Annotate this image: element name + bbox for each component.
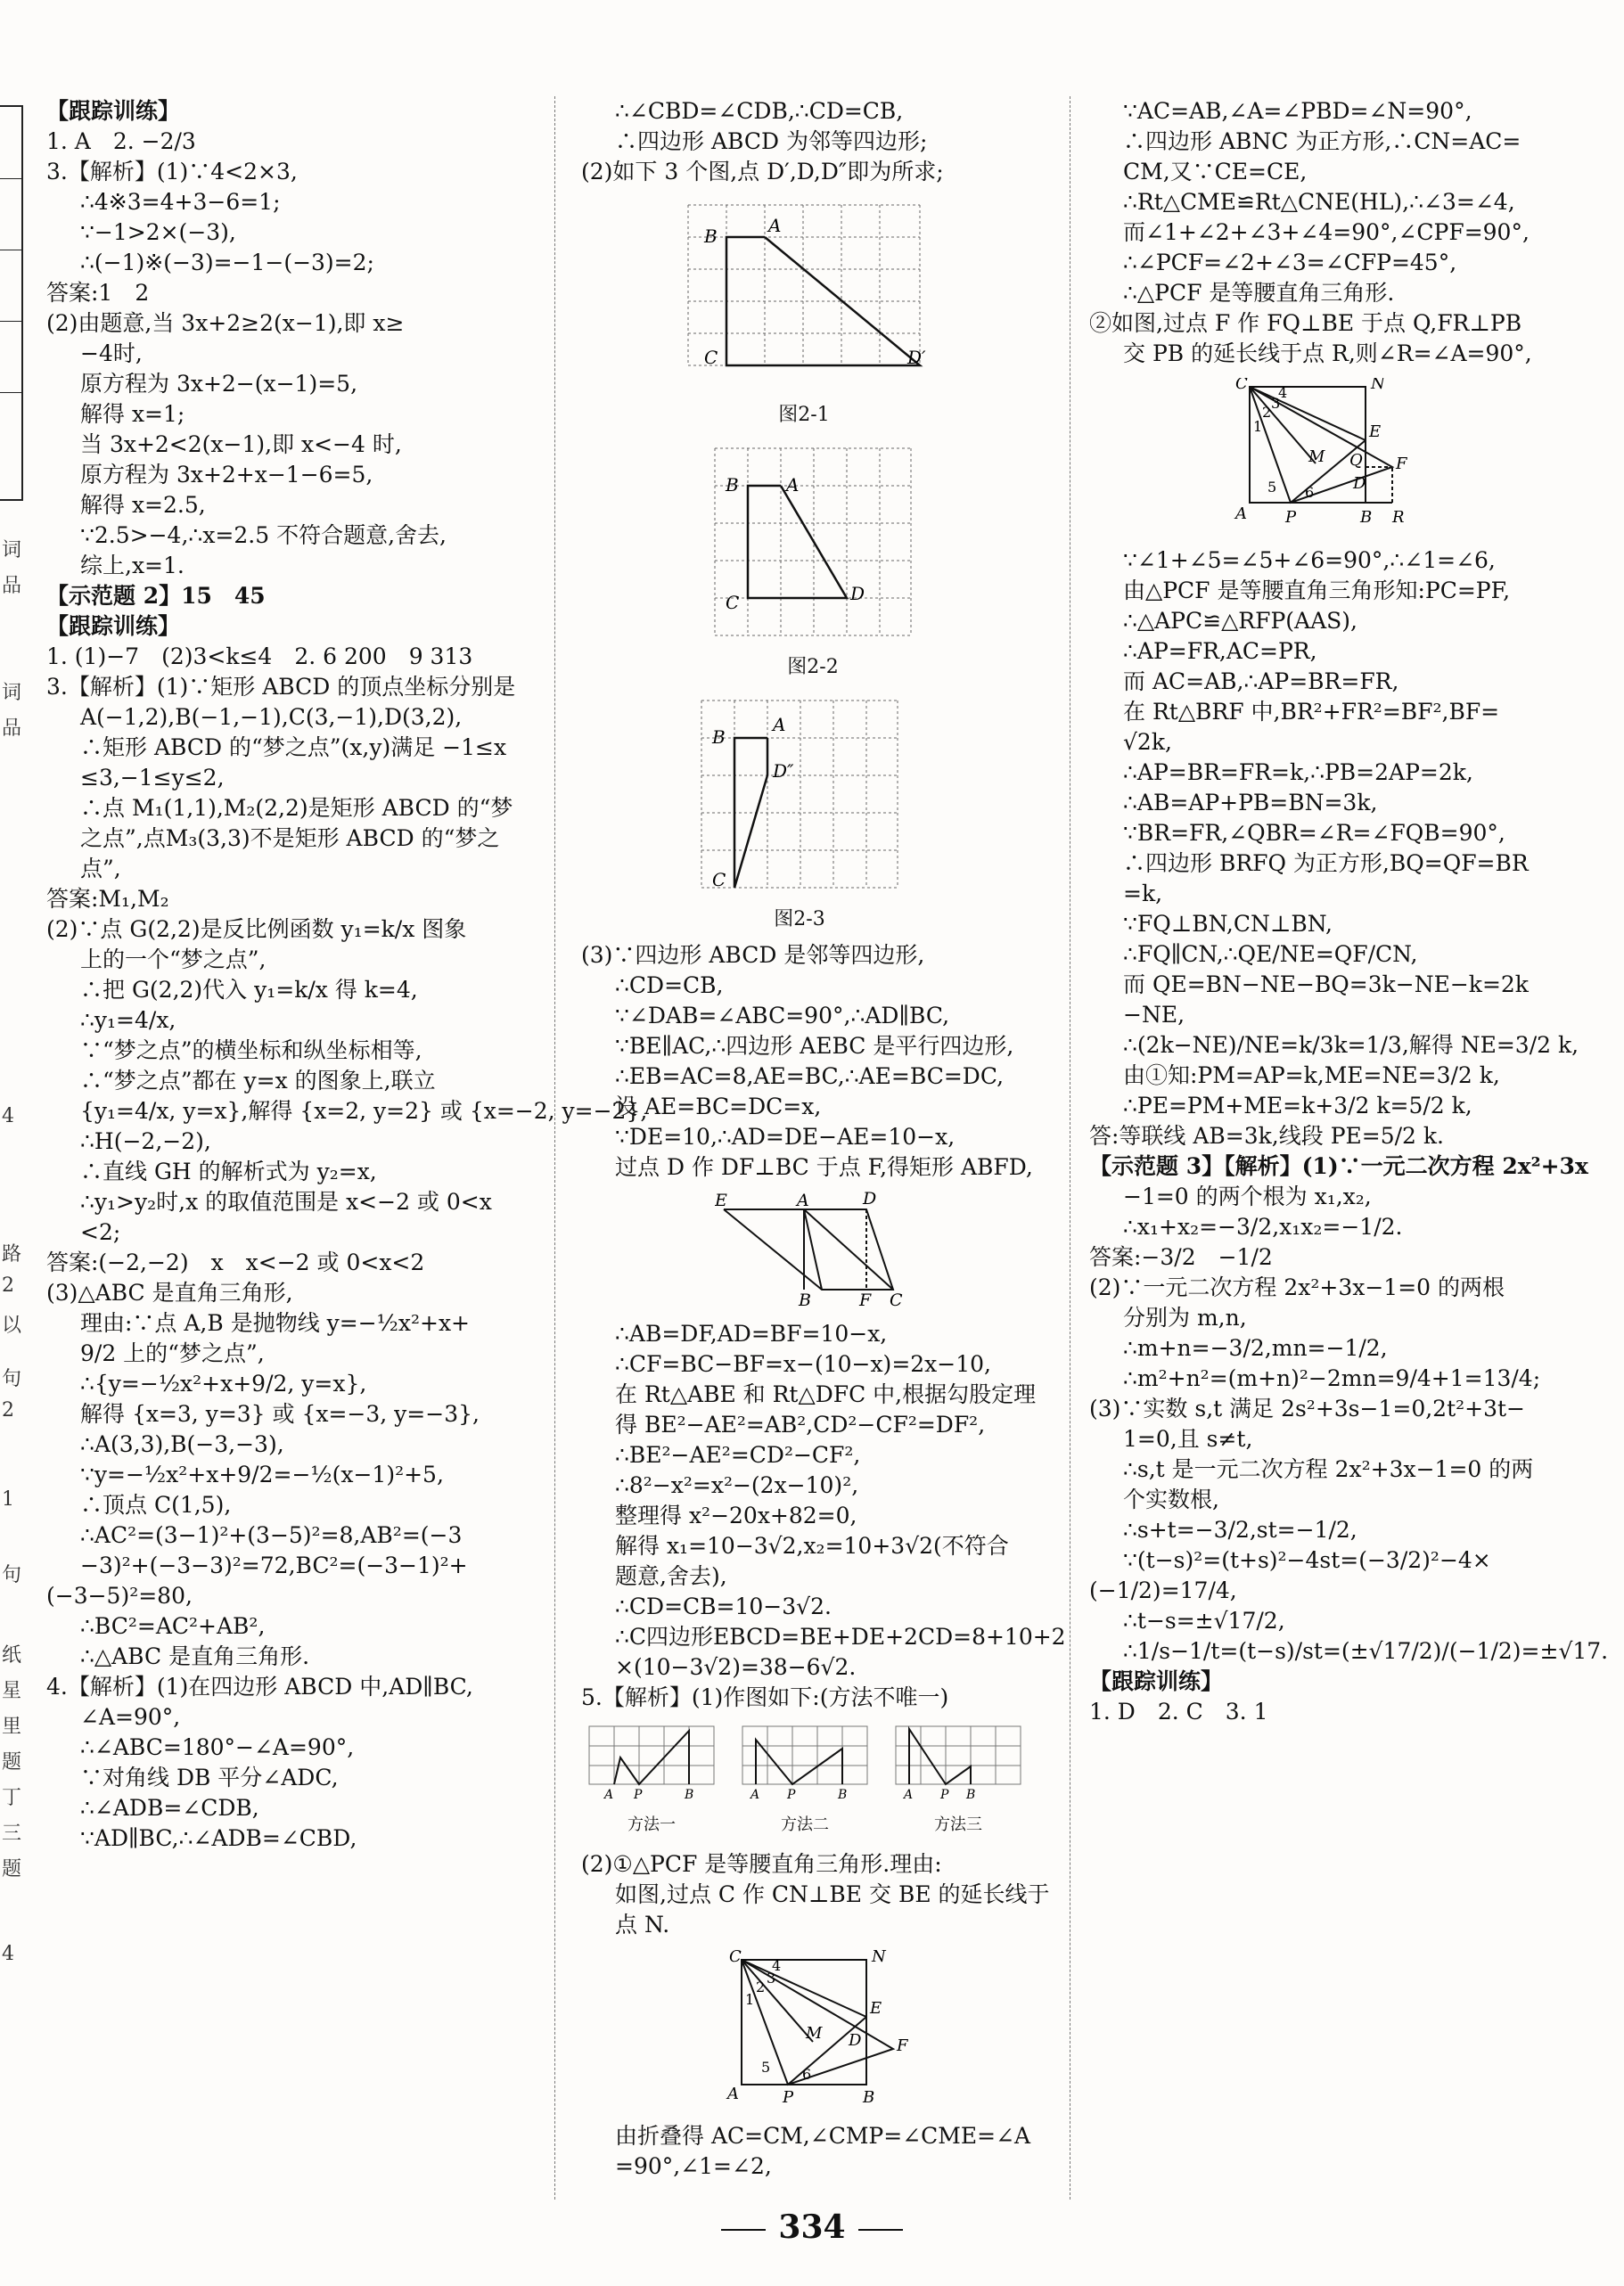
figfq-label-a: A [1235, 504, 1247, 523]
text-line: ∴C四边形EBCD=BE+DE+2CD=8+10+2 [615, 1624, 1066, 1650]
column-1 [46, 96, 648, 1854]
text-line: ∴CD=CB, [615, 972, 724, 998]
text-line: 解得 {x=3, y=3} 或 {x=−3, y=−3}, [80, 1401, 480, 1427]
strip-char: 1 [2, 1488, 14, 1511]
text-line: 由△PCF 是等腰直角三角形知:PC=PF, [1123, 578, 1511, 603]
strip-char: 词 [2, 682, 22, 704]
text-line: ∴直线 GH 的解析式为 y₂=x, [80, 1159, 377, 1184]
figfq-label-b: B [1360, 508, 1373, 527]
strip-char: 4 [2, 1105, 14, 1127]
text-line: ∴AB=DF,AD=BF=10−x, [615, 1321, 888, 1347]
figure-methods [585, 1722, 1058, 1846]
figEF-label-d: D [863, 1192, 877, 1209]
strip-char: 以 [2, 1315, 22, 1337]
text-line: (2)∵一元二次方程 2x²+3x−1=0 的两根 [1089, 1274, 1505, 1300]
text-line: ∴{y=−½x²+x+9/2, y=x}, [80, 1371, 367, 1397]
text-line: (2)①△PCF 是等腰直角三角形.理由: [581, 1851, 942, 1877]
text-line: √2k, [1123, 729, 1172, 755]
strip-char: 路 [2, 1243, 22, 1266]
fig23-label-c: C [712, 869, 726, 890]
text-line: ∴m²+n²=(m+n)²−2mn=9/4+1=13/4; [1123, 1365, 1541, 1391]
text-line: 【示范题 2】15 45 [46, 583, 266, 609]
text-line: (3)∵实数 s,t 满足 2s²+3s−1=0,2t²+3t− [1089, 1396, 1525, 1422]
figcn-label-d: D [849, 2031, 862, 2050]
text-line: ∴s,t 是一元二次方程 2x²+3x−1=0 的两 [1123, 1456, 1534, 1482]
text-line: 1. (1)−7 (2)3<k≤4 2. 6 200 9 313 [46, 643, 473, 669]
text-line: 理由:∵点 A,B 是抛物线 y=−½x²+x+ [80, 1310, 471, 1336]
page-number [0, 2208, 1624, 2246]
strip-char: 里 [2, 1716, 22, 1738]
text-line: ∴∠CBD=∠CDB,∴CD=CB, [615, 98, 904, 124]
text-line: 解得 x=1; [80, 401, 185, 427]
text-line: ∵DE=10,∴AD=DE−AE=10−x, [615, 1124, 956, 1150]
text-line: ∵FQ⊥BN,CN⊥BN, [1123, 911, 1333, 937]
strip-char: 句 [2, 1368, 22, 1390]
text-line: 原方程为 3x+2+x−1−6=5, [80, 462, 373, 488]
text-line: ∴∠PCF=∠2+∠3=∠CFP=45°, [1123, 250, 1457, 275]
text-line: −3)²+(−3−3)²=72,BC²=(−3−1)²+ [80, 1553, 468, 1578]
strip-char: 2 [2, 1274, 14, 1297]
text-line: 点 N. [615, 1912, 670, 1938]
text-line: ∴四边形 ABCD 为邻等四边形; [615, 128, 928, 154]
strip-box [0, 105, 23, 501]
text-line: ∵y=−½x²+x+9/2=−½(x−1)²+5, [80, 1462, 444, 1487]
fig23-label-b: B [712, 726, 726, 748]
figcn-angle-3: 3 [767, 1970, 776, 1987]
fig23-caption: 图2-3 [774, 908, 825, 930]
figure-trapezoid [715, 1192, 1058, 1315]
figfq-label-f: F [1396, 455, 1407, 473]
text-line: ∴把 G(2,2)代入 y₁=k/x 得 k=4, [80, 977, 418, 1003]
text-line: ∵∠DAB=∠ABC=90°,∴AD∥BC, [615, 1003, 950, 1028]
text-line: 个实数根, [1123, 1487, 1219, 1512]
fig21-label-c: C [704, 347, 718, 368]
method2-label-b: B [838, 1788, 848, 1802]
text-line: (2)由题意,当 3x+2≥2(x−1),即 x≥ [46, 310, 405, 336]
text-line: −NE, [1123, 1002, 1185, 1028]
text-line: ∴四边形 ABNC 为正方形,∴CN=AC= [1123, 128, 1521, 154]
figure-2-1 [679, 196, 1058, 430]
figcn-angle-4: 4 [772, 1957, 782, 1974]
text-line: 如图,过点 C 作 CN⊥BE 交 BE 的延长线于 [615, 1881, 1050, 1907]
strip-tick [0, 321, 21, 322]
figcn-label-c: C [729, 1949, 742, 1966]
figEF-label-c: C [890, 1290, 903, 1307]
figEF-label-b: B [799, 1290, 811, 1307]
figcn-angle-6: 6 [802, 2066, 812, 2083]
text-line: ∴BC²=AC²+AB², [80, 1613, 266, 1639]
text-line: 整理得 x²−20x+82=0, [615, 1503, 857, 1528]
method3-label-a: A [904, 1788, 914, 1802]
text-line: =90°,∠1=∠2, [615, 2153, 772, 2179]
figcn-label-a: A [727, 2085, 739, 2103]
text-line: −1=0 的两个根为 x₁,x₂, [1123, 1184, 1372, 1209]
text-line: ∴AP=BR=FR=k,∴PB=2AP=2k, [1123, 759, 1473, 785]
text-line: ∴四边形 BRFQ 为正方形,BQ=QF=BR [1123, 850, 1529, 876]
fig22-label-b: B [726, 474, 739, 496]
text-line: ∴4※3=4+3−6=1; [80, 189, 281, 215]
text-line: ∴(−1)※(−3)=−1−(−3)=2; [80, 250, 374, 275]
text-line: 分别为 m,n, [1123, 1305, 1247, 1331]
text-line: ∴EB=AC=8,AE=BC,∴AE=BC=DC, [615, 1063, 1005, 1089]
text-line: (3)∵四边形 ABCD 是邻等四边形, [581, 942, 925, 968]
page-dash-left [721, 2229, 766, 2231]
figcn-label-m: M [806, 2024, 823, 2043]
text-line: ×(10−3√2)=38−6√2. [615, 1654, 857, 1680]
text-line: ∵对角线 DB 平分∠ADC, [80, 1765, 339, 1790]
strip-char: 品 [2, 717, 22, 740]
method3-label-b: B [966, 1788, 976, 1802]
fig22-label-c: C [726, 592, 740, 613]
text-line: 而 AC=AB,∴AP=BR=FR, [1123, 668, 1399, 694]
text-line: −4时, [80, 340, 143, 366]
strip-char: 4 [2, 1943, 14, 1965]
binding-strip [0, 89, 27, 2264]
figEF-label-f: F [859, 1290, 872, 1307]
figfq-angle-1: 1 [1253, 418, 1263, 435]
text-line: 答:等联线 AB=3k,线段 PE=5/2 k. [1089, 1123, 1444, 1149]
text-line: 【跟踪训练】 [46, 98, 181, 124]
figcn-label-p: P [783, 2088, 794, 2107]
text-line: ∠A=90°, [80, 1704, 181, 1730]
text-line: 3.【解析】(1)∵矩形 ABCD 的顶点坐标分别是 [46, 674, 516, 700]
method-2-caption: 方法二 [781, 1815, 829, 1834]
figfq-label-n: N [1371, 378, 1385, 393]
text-line: ∵AC=AB,∠A=∠PBD=∠N=90°, [1123, 98, 1472, 124]
figcn-label-f: F [897, 2036, 908, 2055]
text-line: (−3−5)²=80, [46, 1583, 193, 1609]
text-line: ∴(2k−NE)/NE=k/3k=1/3,解得 NE=3/2 k, [1123, 1032, 1579, 1058]
strip-char: 纸 [2, 1644, 22, 1667]
method-1 [585, 1722, 718, 1846]
figcn-label-n: N [872, 1949, 886, 1966]
text-line: 上的一个“梦之点”, [80, 946, 267, 972]
text-line: (−1/2)=17/4, [1089, 1577, 1237, 1603]
text-line: ∴BE²−AE²=CD²−CF², [615, 1442, 861, 1468]
figEF-label-a: A [797, 1192, 809, 1210]
text-line: 之点”,点M₃(3,3)不是矩形 ABCD 的“梦之 [80, 825, 500, 851]
strip-char: 星 [2, 1680, 22, 1702]
strip-char: 三 [2, 1823, 22, 1845]
text-line: CM,又∵CE=CE, [1123, 159, 1308, 184]
figcn-label-b: B [863, 2088, 875, 2107]
figfq-angle-4: 4 [1278, 384, 1288, 401]
text-line: 4.【解析】(1)在四边形 ABCD 中,AD∥BC, [46, 1674, 473, 1700]
method-2 [738, 1722, 872, 1846]
text-line: ∴AP=FR,AC=PR, [1123, 638, 1317, 664]
text-line: 过点 D 作 DF⊥BC 于点 F,得矩形 ABFD, [615, 1154, 1033, 1180]
fig22-caption: 图2-2 [787, 656, 839, 678]
figfq-label-p: P [1285, 508, 1297, 527]
text-line: 【跟踪训练】 [1089, 1668, 1224, 1694]
text-line: 而∠1+∠2+∠3+∠4=90°,∠CPF=90°, [1123, 219, 1530, 245]
fig21-label-a: A [768, 215, 782, 236]
text-line: 解得 x=2.5, [80, 492, 206, 518]
strip-char: 2 [2, 1399, 14, 1422]
figfq-label-m: M [1308, 447, 1325, 466]
fig23-label-d: D″ [773, 760, 794, 782]
page-dash-right [858, 2229, 903, 2231]
text-line: ∴A(3,3),B(−3,−3), [80, 1431, 284, 1457]
text-line: ∴8²−x²=x²−(2x−10)², [615, 1472, 859, 1498]
figfq-label-c: C [1235, 378, 1248, 393]
text-line: ∵“梦之点”的横坐标和纵坐标相等, [80, 1037, 422, 1063]
text-line: 1. A 2. −2/3 [46, 128, 196, 154]
text-line: 综上,x=1. [80, 553, 185, 578]
strip-tick [0, 178, 21, 179]
text-line: ∴1/s−1/t=(t−s)/st=(±√17/2)/(−1/2)=±√17. [1123, 1638, 1609, 1664]
text-line: 3.【解析】(1)∵4<2×3, [46, 159, 298, 184]
text-line: ∵AD∥BC,∴∠ADB=∠CBD, [80, 1825, 357, 1851]
text-line: 题意,舍去), [615, 1563, 727, 1589]
figfq-label-q: Q [1349, 451, 1363, 470]
text-line: 设 AE=BC=DC=x, [615, 1094, 822, 1119]
method1-label-p: P [634, 1788, 643, 1802]
text-line: ∴x₁+x₂=−3/2,x₁x₂=−1/2. [1123, 1214, 1403, 1240]
text-line: A(−1,2),B(−1,−1),C(3,−1),D(3,2), [80, 704, 463, 730]
text-line: (2)∵点 G(2,2)是反比例函数 y₁=k/x 图象 [46, 916, 467, 942]
method-1-caption: 方法一 [627, 1815, 676, 1834]
text-line: ∴PE=PM+ME=k+3/2 k=5/2 k, [1123, 1093, 1472, 1118]
text-line: 在 Rt△BRF 中,BR²+FR²=BF²,BF= [1123, 699, 1500, 725]
method1-label-a: A [604, 1788, 614, 1802]
text-line: ∴AB=AP+PB=BN=3k, [1123, 790, 1378, 815]
figcn-angle-2: 2 [756, 1979, 766, 1995]
method-3-caption: 方法三 [934, 1815, 982, 1834]
text-line: ∴矩形 ABCD 的“梦之点”(x,y)满足 −1≤x [80, 734, 507, 760]
figfq-label-e: E [1369, 422, 1382, 441]
text-line: 点”, [80, 856, 121, 881]
method2-label-p: P [787, 1788, 796, 1802]
text-line: ≤3,−1≤y≤2, [80, 765, 225, 791]
text-line: ∴点 M₁(1,1),M₂(2,2)是矩形 ABCD 的“梦 [80, 795, 513, 821]
text-line: 由折叠得 AC=CM,∠CMP=∠CME=∠A [615, 2123, 1031, 2149]
fig21-label-d: D′ [907, 347, 926, 368]
text-line: (3)△ABC 是直角三角形, [46, 1280, 293, 1306]
text-line: 由①知:PM=AP=k,ME=NE=3/2 k, [1123, 1062, 1500, 1088]
method3-label-p: P [940, 1788, 949, 1802]
text-line: 【跟踪训练】 [46, 613, 181, 639]
text-line: 5.【解析】(1)作图如下:(方法不唯一) [581, 1684, 949, 1710]
text-line: ∴△APC≌△RFP(AAS), [1123, 608, 1357, 634]
column-2 [581, 96, 1066, 2182]
text-line: ∵−1>2×(−3), [80, 219, 236, 245]
text-line: ∴顶点 C(1,5), [80, 1492, 232, 1518]
text-line: (2)如下 3 个图,点 D′,D,D″即为所求; [581, 159, 944, 184]
text-line: 得 BE²−AE²=AB²,CD²−CF²=DF², [615, 1412, 986, 1438]
text-line: ∴△PCF 是等腰直角三角形. [1123, 280, 1395, 306]
page-number-text: 334 [778, 2208, 846, 2246]
strip-char: 题 [2, 1751, 22, 1774]
figure-fq [1223, 378, 1597, 542]
text-line: ∴AC²=(3−1)²+(3−5)²=8,AB²=(−3 [80, 1522, 463, 1548]
figEF-label-e: E [715, 1192, 727, 1210]
text-line: ∴△ABC 是直角三角形. [80, 1643, 310, 1669]
fig23-label-a: A [773, 714, 786, 735]
figfq-angle-3: 3 [1271, 395, 1281, 412]
fig21-label-b: B [704, 225, 718, 247]
text-line: 在 Rt△ABE 和 Rt△DFC 中,根据勾股定理 [615, 1381, 1037, 1407]
text-line: ∵(t−s)²=(t+s)²−4st=(−3/2)²−4× [1123, 1547, 1491, 1573]
fig22-label-a: A [786, 474, 800, 496]
text-line: ∴∠ABC=180°−∠A=90°, [80, 1734, 355, 1760]
figfq-angle-5: 5 [1267, 479, 1277, 496]
text-line: 原方程为 3x+2−(x−1)=5, [80, 371, 358, 397]
figure-2-2 [706, 439, 1058, 683]
text-line: =k, [1123, 881, 1163, 906]
method1-label-b: B [685, 1788, 694, 1802]
method-3 [891, 1722, 1025, 1846]
strip-char: 句 [2, 1564, 22, 1586]
text-line: ②如图,过点 F 作 FQ⊥BE 于点 Q,FR⊥PB [1089, 310, 1522, 336]
figcn-label-e: E [870, 1999, 882, 2018]
figure-2-3 [693, 692, 1058, 935]
text-line: ∴Rt△CME≌Rt△CNE(HL),∴∠3=∠4, [1123, 189, 1515, 215]
figure-cn [715, 1949, 1058, 2118]
text-line: 而 QE=BN−NE−BQ=3k−NE−k=2k [1123, 971, 1529, 997]
figcn-angle-5: 5 [761, 2059, 771, 2076]
strip-char: 题 [2, 1858, 22, 1880]
text-line: ∴∠ADB=∠CDB, [80, 1795, 259, 1821]
fig22-label-d: D [850, 583, 865, 604]
figfq-label-r: R [1392, 508, 1405, 527]
figfq-angle-6: 6 [1305, 484, 1315, 501]
text-line: 【示范题 3】【解析】(1)∵一元二次方程 2x²+3x [1089, 1153, 1588, 1179]
text-line: ∴FQ∥CN,∴QE/NE=QF/CN, [1123, 941, 1418, 967]
text-line: ∴CD=CB=10−3√2. [615, 1594, 832, 1619]
column-3 [1089, 96, 1609, 1727]
text-line: ∴m+n=−3/2,mn=−1/2, [1123, 1335, 1388, 1361]
text-line: ∴H(−2,−2), [80, 1128, 211, 1154]
text-line: ∵BR=FR,∠QBR=∠R=∠FQB=90°, [1123, 820, 1505, 846]
text-line: 答案:M₁,M₂ [46, 886, 169, 912]
text-line: ∵∠1+∠5=∠5+∠6=90°,∴∠1=∠6, [1123, 547, 1496, 573]
strip-char: 丁 [2, 1787, 22, 1809]
strip-char: 品 [2, 575, 22, 597]
text-line: ∴CF=BC−BF=x−(10−x)=2x−10, [615, 1351, 991, 1377]
figfq-angle-2: 2 [1262, 404, 1272, 421]
text-line: 答案:(−2,−2) x x<−2 或 0<x<2 [46, 1250, 425, 1275]
text-line: <2; [80, 1219, 121, 1245]
text-line: ∵2.5>−4,∴x=2.5 不符合题意,舍去, [80, 522, 447, 548]
text-line: ∴y₁=4/x, [80, 1007, 176, 1033]
figcn-angle-1: 1 [745, 1991, 755, 2008]
text-line: ∴t−s=±√17/2, [1123, 1608, 1285, 1634]
text-line: 1. D 2. C 3. 1 [1089, 1699, 1268, 1725]
text-line: 1=0,且 s≠t, [1123, 1426, 1253, 1452]
text-line: 解得 x₁=10−3√2,x₂=10+3√2(不符合 [615, 1533, 1009, 1559]
method2-label-a: A [750, 1788, 760, 1802]
figfq-label-d: D [1353, 474, 1366, 493]
strip-char: 词 [2, 539, 22, 561]
strip-tick [0, 392, 21, 393]
text-line: ∴s+t=−3/2,st=−1/2, [1123, 1517, 1357, 1543]
text-line: 当 3x+2<2(x−1),即 x<−4 时, [80, 431, 402, 457]
fig21-caption: 图2-1 [778, 404, 830, 426]
text-line: {y₁=4/x, y=x},解得 {x=2, y=2} 或 {x=−2, y=−2}, [80, 1098, 648, 1124]
column-divider [554, 96, 555, 2200]
text-line: 交 PB 的延长线于点 R,则∠R=∠A=90°, [1123, 340, 1532, 366]
text-line: ∵BE∥AC,∴四边形 AEBC 是平行四边形, [615, 1033, 1014, 1059]
text-line: ∴“梦之点”都在 y=x 的图象上,联立 [80, 1068, 436, 1094]
text-line: 答案:−3/2 −1/2 [1089, 1244, 1273, 1270]
text-line: ∴y₁>y₂时,x 的取值范围是 x<−2 或 0<x [80, 1189, 492, 1215]
text-line: 9/2 上的“梦之点”, [80, 1340, 265, 1366]
text-line: 答案:1 2 [46, 280, 150, 306]
